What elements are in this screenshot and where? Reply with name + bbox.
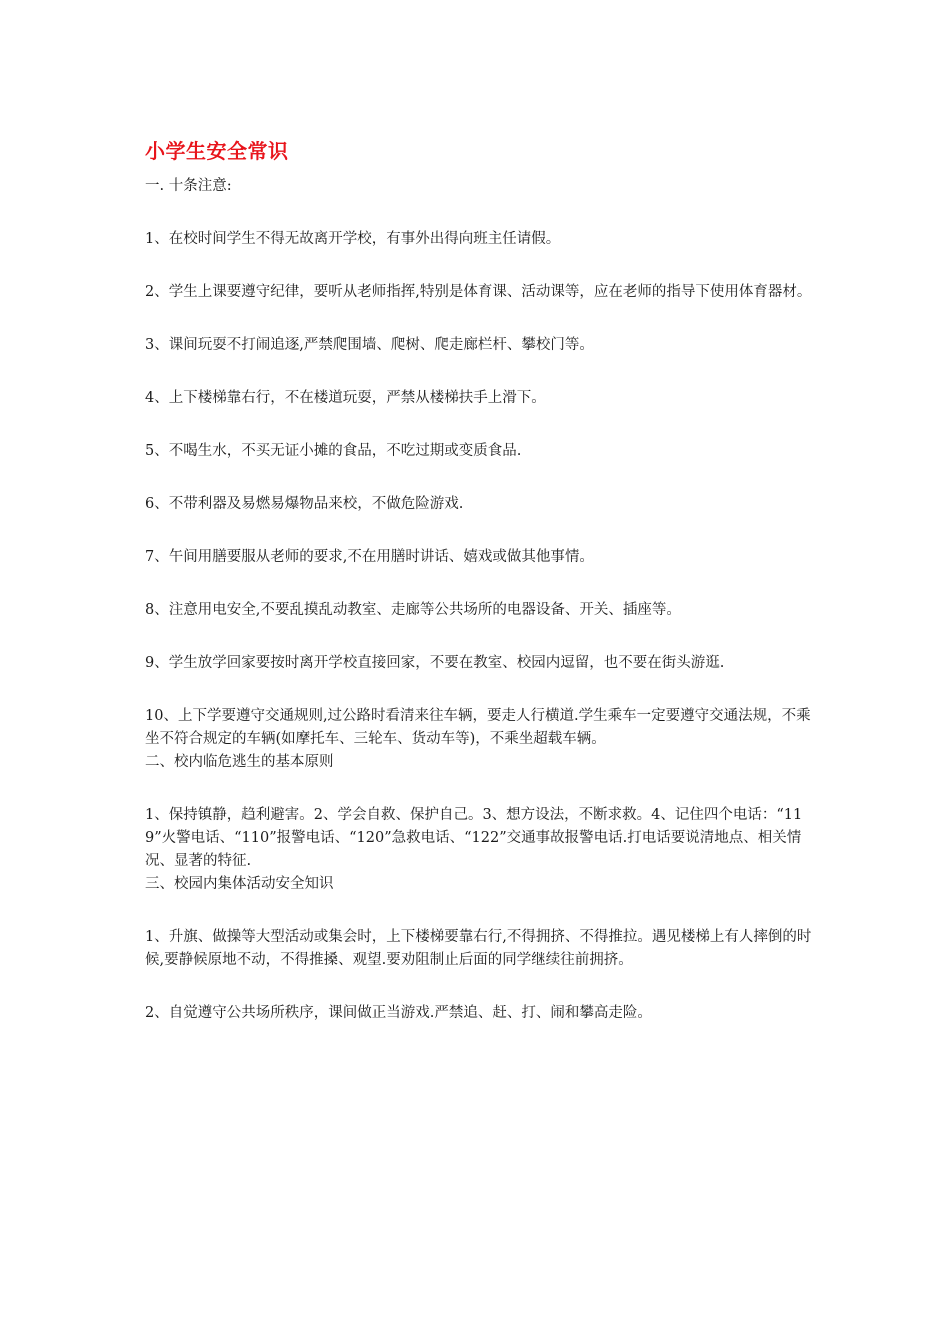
- section1-item-2: 2、学生上课要遵守纪律，要听从老师指挥,特别是体育课、活动课等，应在老师的指导下使用体育器材。: [145, 284, 812, 300]
- section-heading-2: 二、校内临危逃生的基本原则: [145, 754, 334, 770]
- section1-item-9: 9、学生放学回家要按时离开学校直接回家，不要在教室、校园内逗留，也不要在街头游逛.: [145, 655, 725, 671]
- section-heading-1: 一. 十条注意:: [145, 178, 232, 194]
- section1-item-5: 5、不喝生水，不买无证小摊的食品，不吃过期或变质食品.: [145, 443, 522, 459]
- section1-item-4: 4、上下楼梯靠右行，不在楼道玩耍，严禁从楼梯扶手上滑下。: [145, 390, 546, 406]
- section3-item-2: 2、自觉遵守公共场所秩序，课间做正当游戏.严禁追、赶、打、闹和攀高走险。: [145, 1005, 652, 1021]
- section2-item-1: 1、保持镇静，趋利避害。2、学会自救、保护自己。3、想方设法，不断求救。4、记住四个电话：“119”火警电话、“110”报警电话、“120”急救电话、“122”交通事故报警电话.打电话要说清地点、相关情况、显著的特征.: [145, 807, 803, 869]
- section3-item-1: 1、升旗、做操等大型活动或集会时，上下楼梯要靠右行,不得拥挤、不得推拉。遇见楼梯上有人摔倒的时候,要静候原地不动，不得推搡、观望.要劝阻制止后面的同学继续往前拥挤。: [145, 929, 812, 968]
- section1-item-1: 1、在校时间学生不得无故离开学校，有事外出得向班主任请假。: [145, 231, 561, 247]
- section1-item-10: 10、上下学要遵守交通规则,过公路时看清来往车辆，要走人行横道.学生乘车一定要遵守交通法规，不乘坐不符合规定的车辆(如摩托车、三轮车、货动车等)，不乘坐超载车辆。: [145, 708, 811, 747]
- section1-item-8: 8、注意用电安全,不要乱摸乱动教室、走廊等公共场所的电器设备、开关、插座等。: [145, 602, 681, 618]
- section1-item-3: 3、课间玩耍不打闹追逐,严禁爬围墙、爬树、爬走廊栏杆、攀校门等。: [145, 337, 594, 353]
- document-title: 小学生安全常识: [145, 139, 289, 163]
- section1-item-7: 7、午间用膳要服从老师的要求,不在用膳时讲话、嬉戏或做其他事情。: [145, 549, 594, 565]
- document-page: [145, 137, 820, 1025]
- section-heading-3: 三、校园内集体活动安全知识: [145, 876, 334, 892]
- section1-item-6: 6、不带利器及易燃易爆物品来校，不做危险游戏.: [145, 496, 464, 512]
